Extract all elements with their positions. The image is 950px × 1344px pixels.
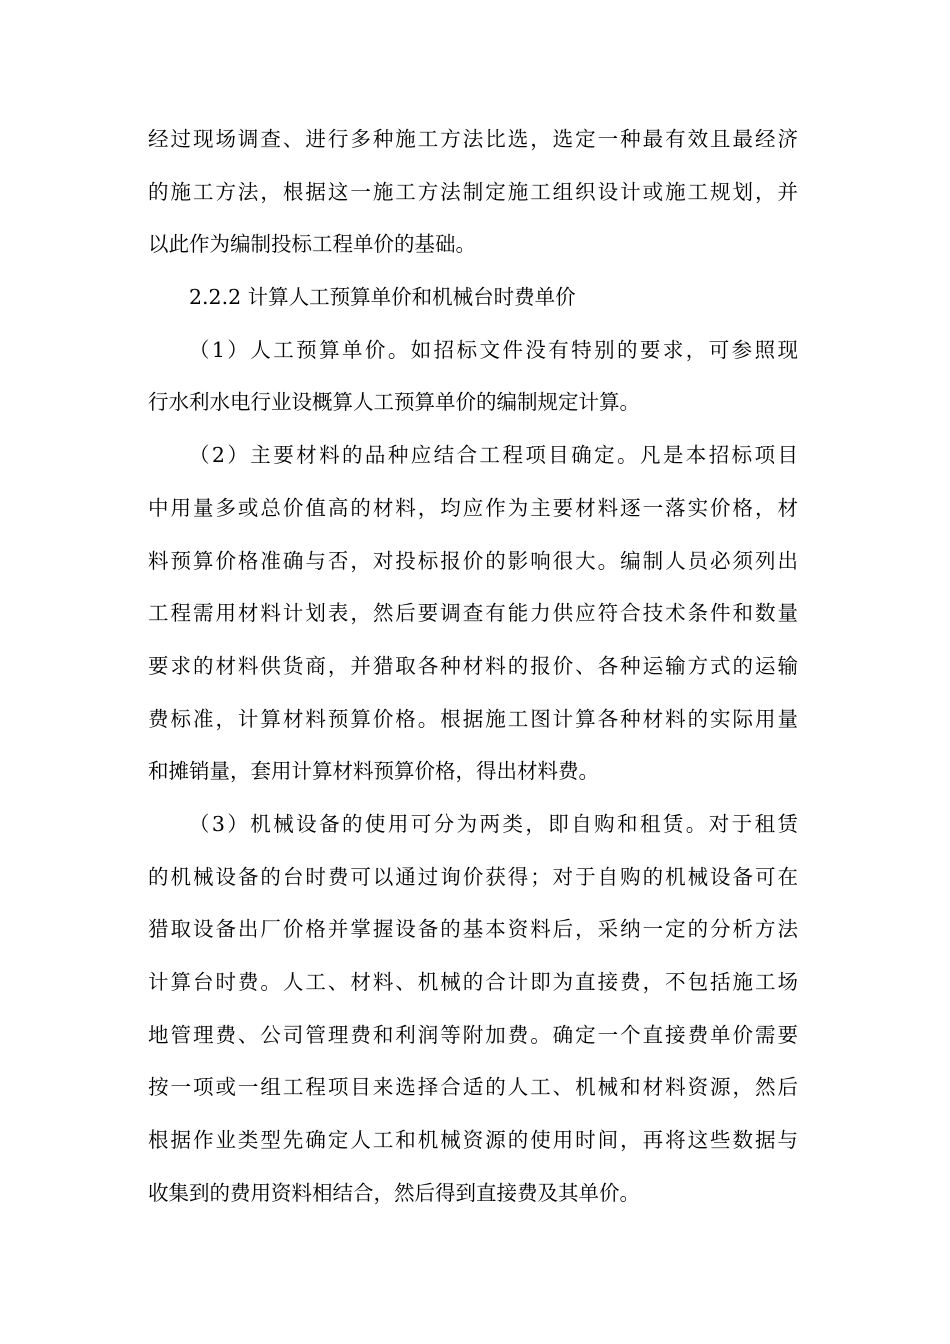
text-line: 地管理费、公司管理费和利润等附加费。确定一个直接费单价需要 [148, 1022, 798, 1047]
text-line: 料预算价格准确与否，对投标报价的影响很大。编制人员必须列出 [148, 548, 798, 573]
text-line: 要求的材料供货商，并猎取各种材料的报价、各种运输方式的运输 [148, 653, 798, 678]
text-line: （2）主要材料的品种应结合工程项目确定。凡是本招标项目 [189, 443, 798, 468]
text-line: 中用量多或总价值高的材料，均应作为主要材料逐一落实价格，材 [148, 495, 798, 520]
text-line: 以此作为编制投标工程单价的基础。 [148, 232, 476, 257]
text-line: 根据作业类型先确定人工和机械资源的使用时间，再将这些数据与 [148, 1128, 798, 1153]
text-line: 经过现场调查、进行多种施工方法比选，选定一种最有效且最经济 [148, 127, 798, 151]
text-line: （3）机械设备的使用可分为两类，即自购和租赁。对于租赁 [189, 811, 798, 836]
text-line: 和摊销量，套用计算材料预算价格，得出材料费。 [148, 759, 599, 784]
text-line: 工程需用材料计划表，然后要调查有能力供应符合技术条件和数量 [148, 601, 798, 626]
text-line: 行水利水电行业设概算人工预算单价的编制规定计算。 [148, 390, 640, 415]
text-line: 按一项或一组工程项目来选择合适的人工、机械和材料资源，然后 [148, 1075, 798, 1100]
section-heading: 2.2.2 计算人工预算单价和机械台时费单价 [189, 285, 576, 310]
text-line: 收集到的费用资料相结合，然后得到直接费及其单价。 [148, 1180, 640, 1205]
text-line: 猎取设备出厂价格并掌握设备的基本资料后，采纳一定的分析方法 [148, 917, 798, 942]
text-line: 计算台时费。人工、材料、机械的合计即为直接费，不包括施工场 [148, 970, 798, 994]
text-line: 的机械设备的台时费可以通过询价获得；对于自购的机械设备可在 [148, 864, 798, 889]
text-line: 费标准，计算材料预算价格。根据施工图计算各种材料的实际用量 [148, 706, 798, 731]
text-line: （1）人工预算单价。如招标文件没有特别的要求，可参照现 [189, 337, 798, 362]
body-text [148, 113, 798, 1219]
text-line: 的施工方法，根据这一施工方法制定施工组织设计或施工规划，并 [148, 179, 798, 204]
